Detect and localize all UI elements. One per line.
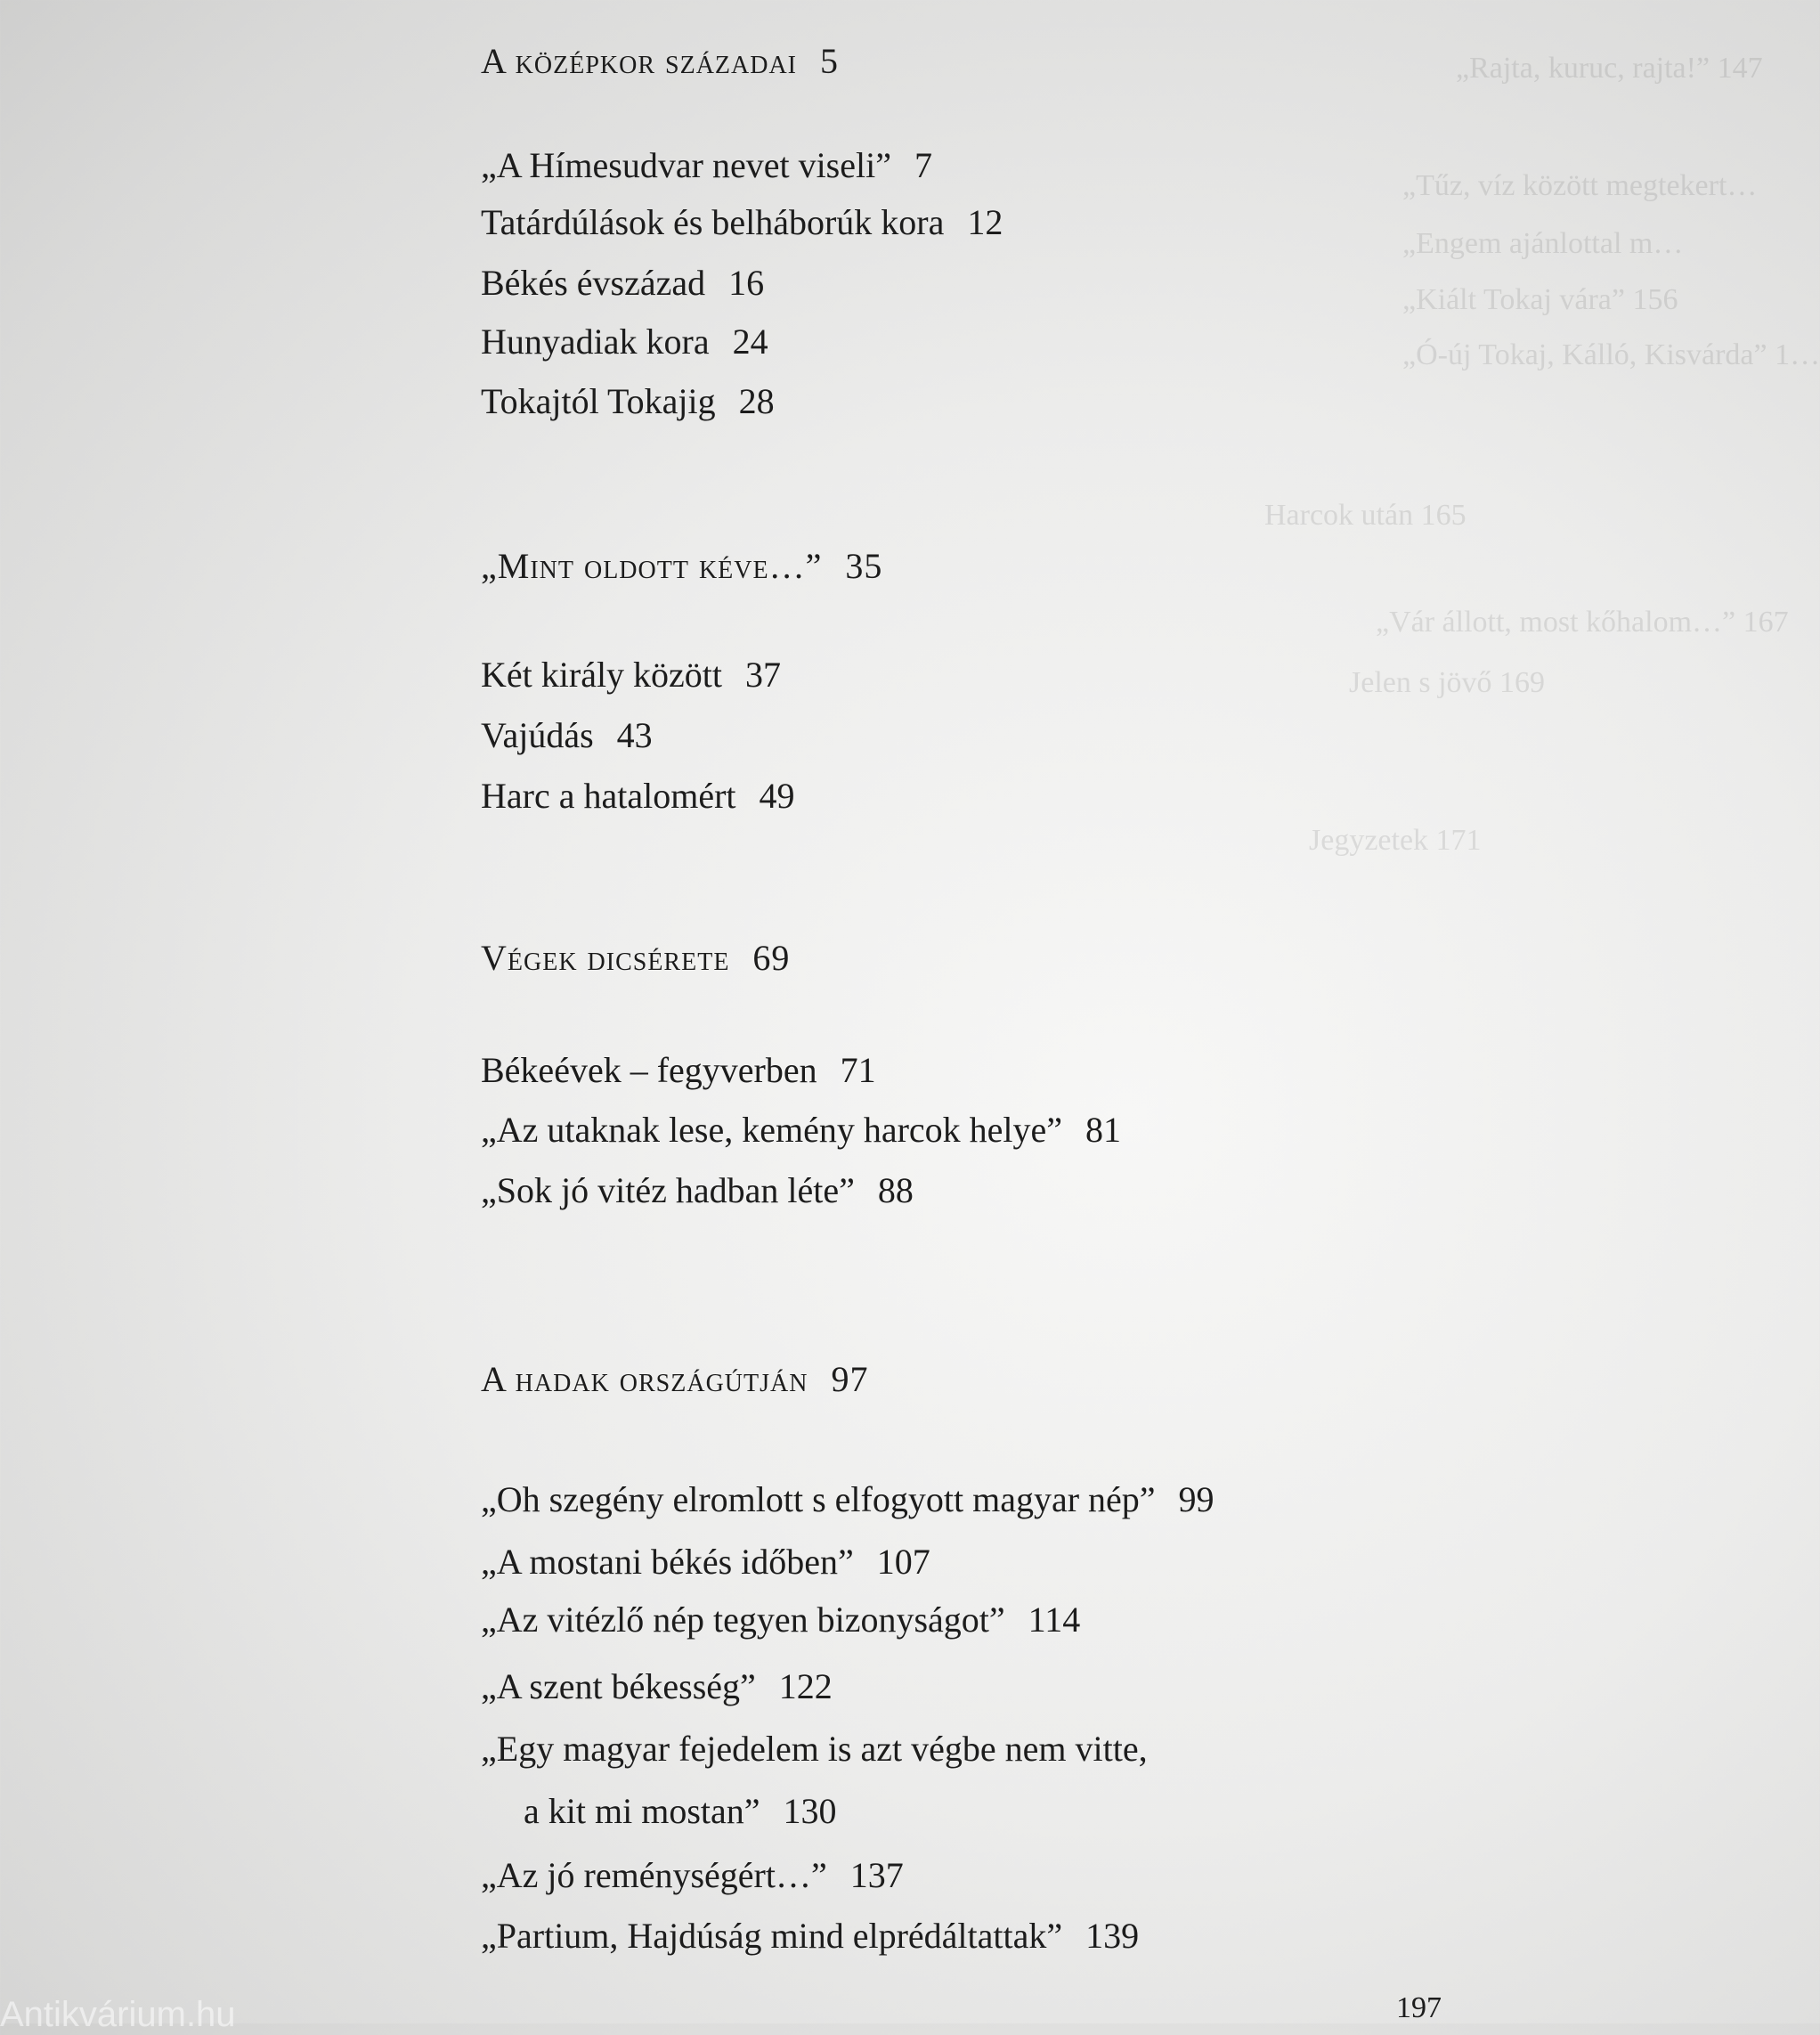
entry-page-number: 37 [745,655,782,695]
entry-title: „Az utaknak lese, kemény harcok helye” [481,1110,1063,1150]
ghost-line: „Rajta, kuruc, rajta!” 147 [1456,52,1763,85]
ghost-line: Jegyzetek 171 [1309,824,1482,857]
entry-page-number: 24 [732,322,768,362]
toc-entry [481,1728,1171,1770]
entry-page-number: 99 [1178,1479,1215,1519]
section-page-number: 97 [831,1359,869,1399]
entry-title: „Sok jó vitéz hadban léte” [481,1170,855,1210]
toc-entry [481,714,653,756]
entry-title: Hunyadiak kora [481,322,710,362]
section-page-number: 5 [820,41,840,81]
toc-entry [481,1599,1080,1640]
toc-entry [481,380,775,422]
entry-title: „Egy magyar fejedelem is azt végbe nem vitte, [481,1729,1148,1769]
ghost-line: Jelen s jövő 169 [1349,666,1546,699]
section-heading [481,545,882,587]
entry-title: „Oh szegény elromlott s elfogyott magyar nép” [481,1479,1156,1519]
entry-page-number: 139 [1085,1916,1140,1956]
section-page-number: 69 [752,938,791,978]
facing-page-show-through [1028,0,1820,891]
section-title: A hadak országútján [481,1359,808,1399]
entry-title: „A Hímesudvar nevet viseli” [481,145,891,185]
toc-entry [481,775,795,817]
toc-entry [481,1665,833,1707]
toc-entry [481,1541,930,1583]
toc-entry [481,321,768,362]
entry-page-number: 12 [967,202,1003,242]
entry-title: „A mostani békés időben” [481,1542,854,1582]
entry-page-number: 130 [783,1791,837,1831]
ghost-line: „Vár állott, most kőhalom…” 167 [1376,606,1789,639]
toc-entry [481,1478,1215,1520]
entry-title: „Partium, Hajdúság mind elprédáltattak” [481,1916,1063,1956]
toc-entry [481,262,764,304]
section-page-number: 35 [845,546,883,586]
entry-page-number: 81 [1085,1110,1122,1150]
entry-title: Két király között [481,655,723,695]
ghost-line: „Tűz, víz között megtekert… [1402,169,1758,202]
entry-page-number: 16 [728,263,765,303]
toc-entry [481,654,781,696]
section-heading [481,1358,868,1400]
section-title: „Mint oldott kéve…” [481,546,823,586]
folio-page-number: 197 [1396,1991,1442,2024]
entry-title: „Az vitézlő nép tegyen bizonyságot” [481,1600,1005,1640]
ghost-line: „Engem ajánlottal m… [1402,227,1684,260]
section-heading [481,40,839,82]
watermark: Antikvárium.hu [0,1995,236,2034]
entry-page-number: 43 [616,715,653,755]
toc-entry-continuation [524,1790,837,1832]
toc-entry [481,201,1003,243]
entry-page-number: 71 [840,1050,876,1090]
ghost-line: „Ó-új Tokaj, Kálló, Kisvárda” 1… [1402,338,1820,371]
entry-page-number: 7 [914,145,932,185]
entry-title: Békés évszázad [481,263,706,303]
entry-title: Vajúdás [481,715,594,755]
entry-title: „Az jó reménységért…” [481,1855,827,1895]
entry-title: Harc a hatalomért [481,776,736,816]
entry-page-number: 114 [1028,1600,1081,1640]
entry-page-number: 49 [759,776,795,816]
toc-entry [481,1049,876,1091]
entry-page-number: 28 [738,381,775,421]
ghost-line: Harcok után 165 [1264,499,1467,532]
entry-page-number: 122 [778,1666,833,1706]
toc-entry [481,144,932,186]
section-title: Végek dicsérete [481,938,730,978]
entry-page-number: 88 [877,1170,914,1210]
toc-entry [481,1109,1121,1151]
entry-title: Tokajtól Tokajig [481,381,716,421]
entry-title: Tatárdúlások és belháborúk kora [481,202,945,242]
section-title: A középkor századai [481,41,798,81]
entry-title: Békeévek – fegyverben [481,1050,817,1090]
entry-title: a kit mi mostan” [524,1791,760,1831]
toc-entry [481,1854,904,1896]
toc-entry [481,1915,1139,1957]
entry-title: „A szent békesség” [481,1666,756,1706]
toc-entry [481,1169,914,1211]
entry-page-number: 107 [876,1542,930,1582]
ghost-line: „Kiált Tokaj vára” 156 [1402,283,1678,316]
entry-page-number: 137 [849,1855,904,1895]
section-heading [481,937,790,979]
